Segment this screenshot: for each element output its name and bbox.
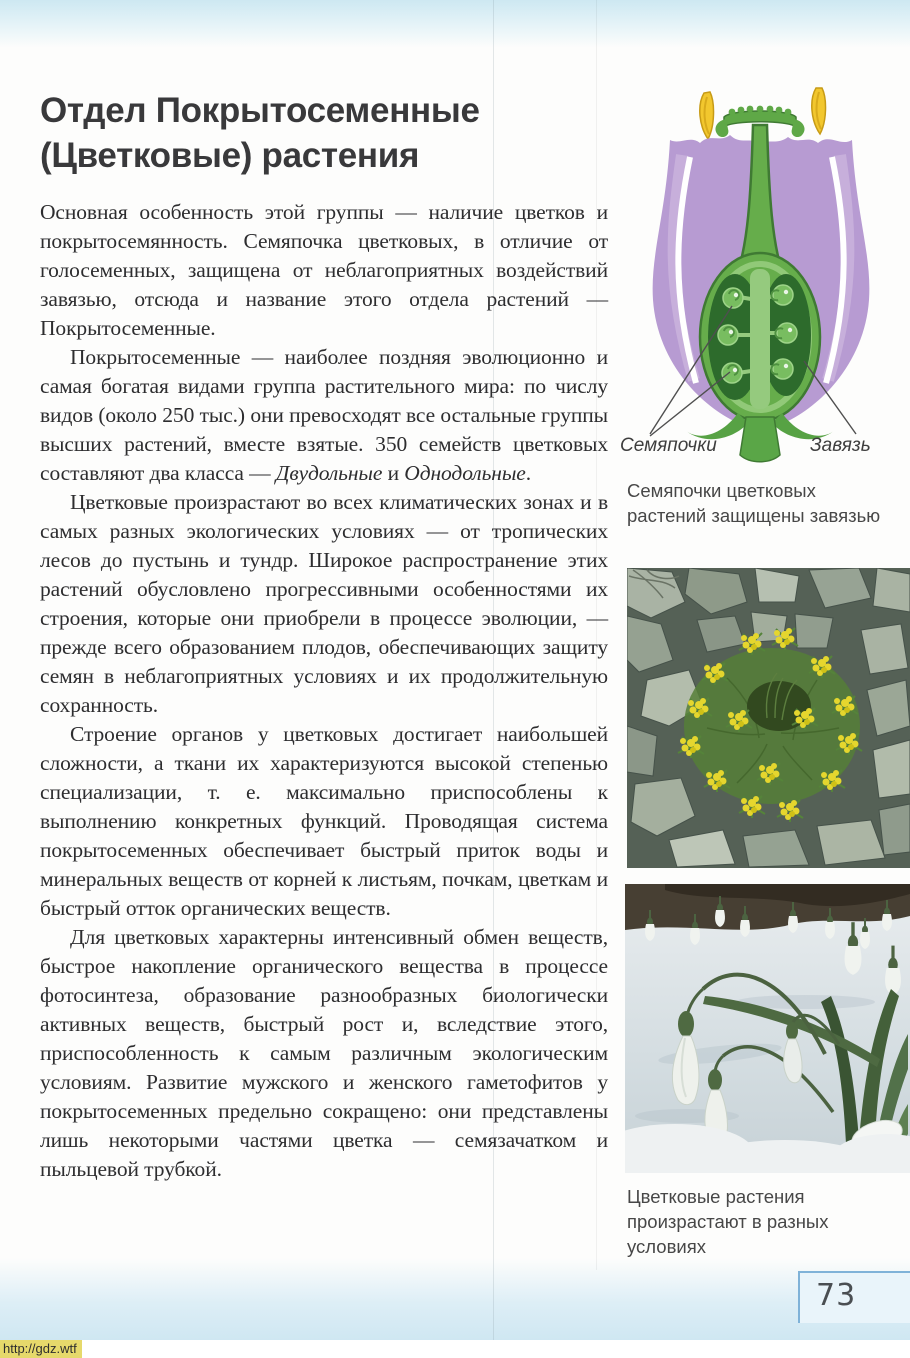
diagram-label-ovules: Семяпочки [620, 435, 717, 456]
page-title-line2: (Цветковые) растения [40, 136, 420, 175]
bottom-white-strip [0, 1340, 910, 1358]
paragraph-3: Цветковые произрастают во всех климатических зонах и в самых разных экологических условиях — от тропических лесов до пустынь и тундр. Широкое распространение этих растений обусловлено прогрессивными особенностями их строения, которые они приобрели в процессе эволюции, — прежде всего образованием плодов, обеспечивающих защиту семян в неблагоприятных условиях и их продолжительную сохранность. [40, 490, 608, 717]
paragraph-4: Строение органов у цветковых достигает наибольшей сложности, а ткани их характеризуются высокой степенью специализации, т. е. максимально приспособлены к выполнению конкретных функций. Проводящая система покрытосеменных обеспечивает быстрый приток воды и минеральных веществ от корней к листьям, почкам, цветкам и быстрый отток органических веществ. [40, 722, 608, 920]
flower-ovary-diagram [620, 85, 910, 465]
diagram-caption: Семяпочки цветковых растений защищены завязью [627, 480, 881, 526]
paragraph-2-text-2: и [382, 461, 405, 485]
bottom-blue-band [0, 1258, 910, 1340]
page-title-line1: Отдел Покрытосеменные [40, 91, 480, 130]
page-title [40, 88, 608, 178]
paragraph-2-text-3: . [525, 461, 532, 485]
page-number-box [798, 1271, 910, 1323]
photo-rock-flowers [627, 568, 910, 868]
photos-caption: Цветковые растения произрастают в разных условиях [627, 1186, 829, 1257]
anther-left [700, 92, 714, 139]
paragraph-2-italic-2: Однодольные [404, 461, 526, 485]
paragraph-2 [40, 343, 608, 488]
paragraph-2-italic-1: Двудольные [275, 461, 383, 485]
watermark: http://gdz.wtf [0, 1340, 82, 1358]
main-text-column [40, 88, 608, 1184]
paragraph-5: Для цветковых характерны интенсивный обмен веществ, быстрое накопление органического вещества в процессе фотосинтеза, образование разнообразных биологически активных веществ, быстрый рост и, вследствие этого, приспособленность к самым различным экологическим условиям. Развитие мужского и женского гаметофитов у покрытосеменных предельно сокращено: они представлены лишь некоторыми частями цветка — семязачатком и пыльцевой трубкой. [40, 925, 608, 1181]
top-blue-band [0, 0, 910, 48]
paragraph-2-text: Покрытосеменные — наиболее поздняя эволюционно и самая богатая видами группа растительного мира: по числу видов (около 250 тыс.) они превосходят все остальные группы высших растений, вместе взятые. 350 семейств цветковых составляют два класса — [40, 345, 608, 485]
diagram-label-ovary: Завязь [810, 435, 871, 456]
photo-snowdrops [625, 884, 910, 1173]
paragraph-1: Основная особенность этой группы — наличие цветков и покрытосемянность. Семяпочка цветковых, в отличие от голосеменных, защищена от неблагоприятных воздействий завязью, отсюда и название этого отдела растений — Покрытосеменные. [40, 200, 608, 340]
page-number: 73 [816, 1278, 857, 1313]
anther-right [812, 88, 826, 134]
placenta-column [750, 269, 770, 409]
